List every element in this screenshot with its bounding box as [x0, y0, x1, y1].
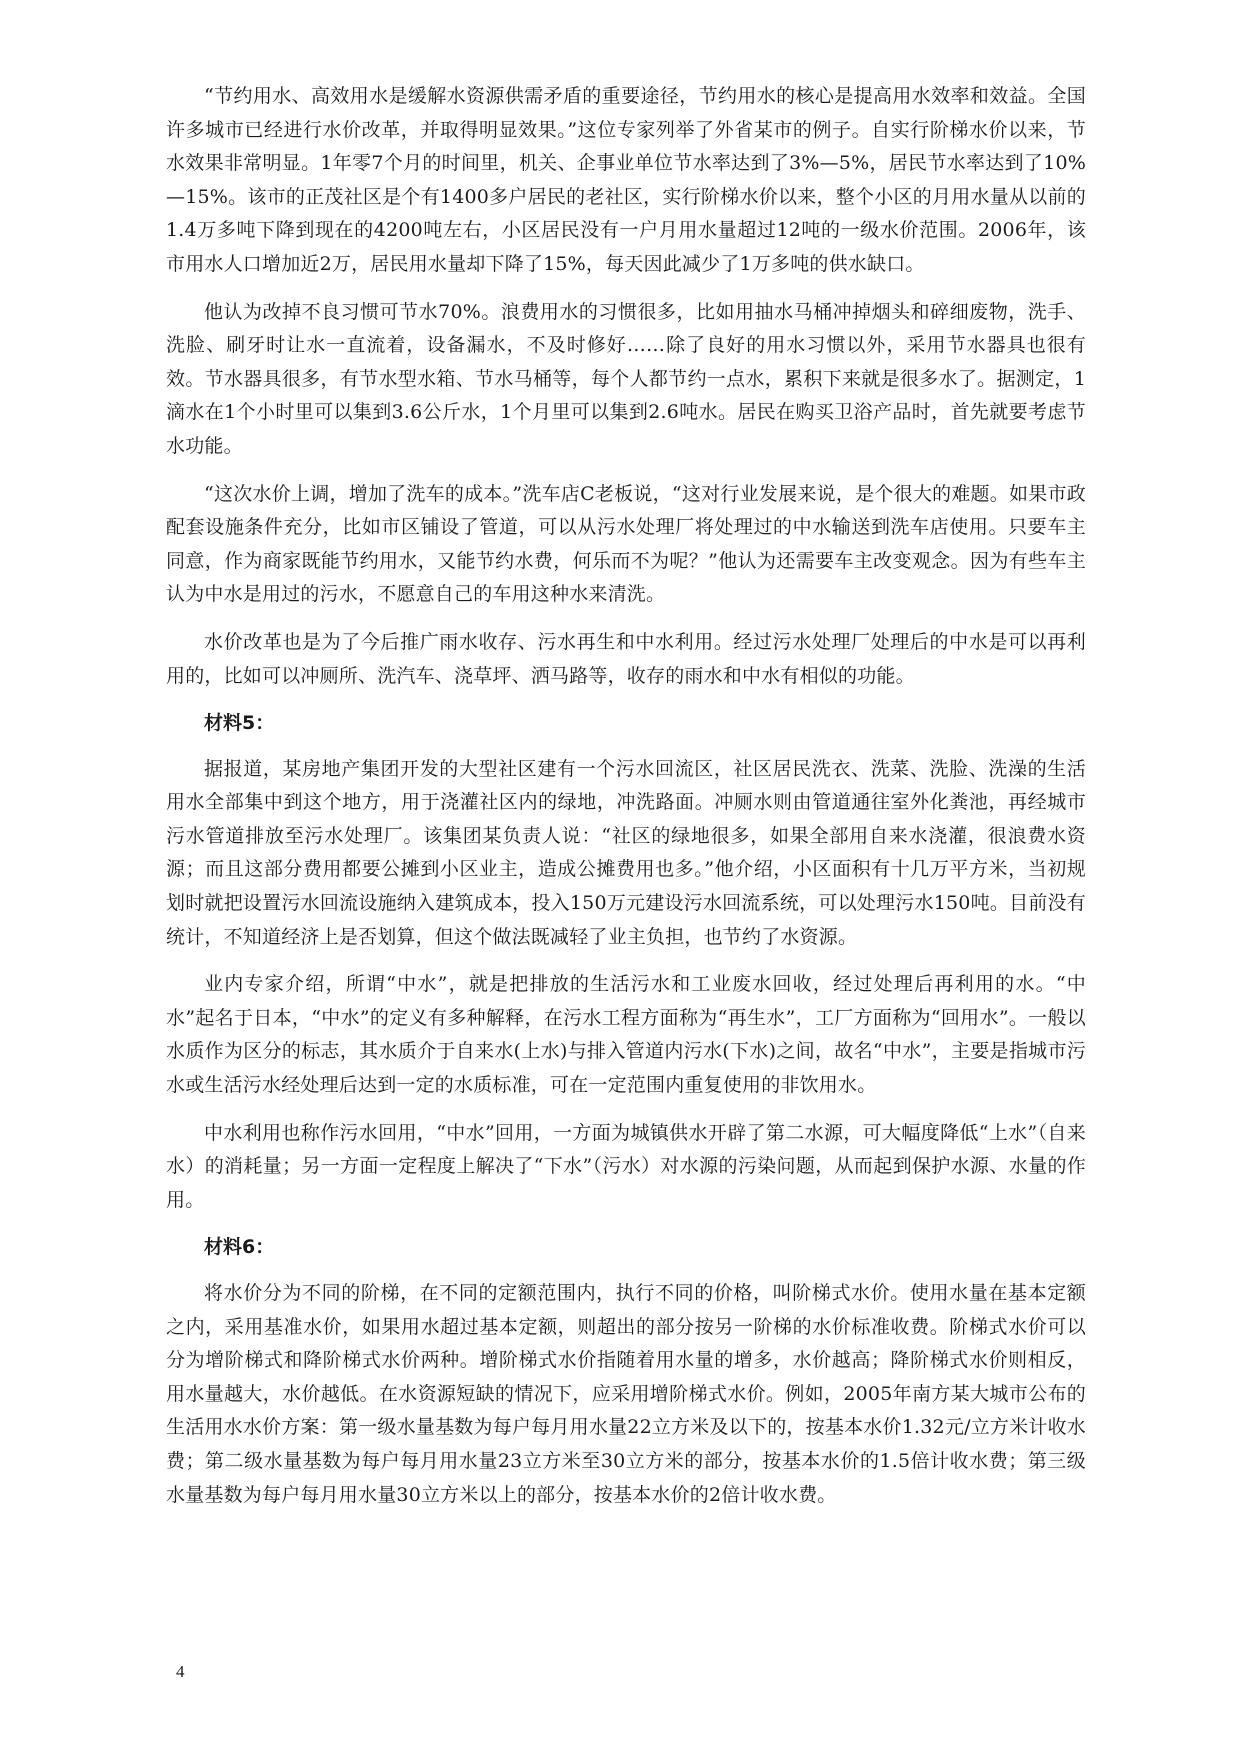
paragraph-tiered-pricing: 将水价分为不同的阶梯，在不同的定额范围内，执行不同的价格，叫阶梯式水价。使用水量在基本定额之内，采用基准水价，如果用水超过基本定额，则超出的部分按另一阶梯的水价标准收费。阶梯式水价可以分为增阶梯式和降阶梯式水价两种。增阶梯式水价指随着用水量的增多，水价越高；降阶梯式水价则相反，用水量越大，水价越低。在水资源短缺的情况下，应采用增阶梯式水价。例如，2005年南方某大城市公布的生活用水水价方案：第一级水量基数为每户每月用水量22立方米及以下的，按基本水价1.32元/立方米计收水费；第二级水量基数为每户每月用水量23立方米至30立方米的部分，按基本水价的1.5倍计收水费；第三级水量基数为每户每月用水量30立方米以上的部分，按基本水价的2倍计收水费。	[166, 1282, 1086, 1506]
material-5-heading: 材料5：	[204, 712, 275, 735]
paragraph-sewage-backflow: 据报道，某房地产集团开发的大型社区建有一个污水回流区，社区居民洗衣、洗菜、洗脸、洗澡的生活用水全部集中到这个地方，用于浇灌社区内的绿地，冲洗路面。冲厕水则由管道通往室外化粪池，再经城市污水管道排放至污水处理厂。该集团某负责人说：“社区的绿地很多，如果全部用自来水浇灌，很浪费水资源；而且这部分费用都要公摊到小区业主，造成公摊费用也多。”他介绍，小区面积有十几万平方米，当初规划时就把设置污水回流设施纳入建筑成本，投入150万元建设污水回流系统，可以处理污水150吨。目前没有统计，不知道经济上是否划算，但这个做法既减轻了业主负担，也节约了水资源。	[166, 757, 1086, 948]
paragraph-expert-quote: “节约用水、高效用水是缓解水资源供需矛盾的重要途径，节约用水的核心是提高用水效率和效益。全国许多城市已经进行水价改革，并取得明显效果。”这位专家列举了外省某市的例子。自实行阶梯水价以来，节水效果非常明显。1年零7个月的时间里，机关、企事业单位节水率达到了3%—5%，居民节水率达到了10%—15%。该市的正茂社区是个有1400多户居民的老社区，实行阶梯水价以来，整个小区的月用水量从以前的1.4万多吨下降到现在的4200吨左右，小区居民没有一户月用水量超过12吨的一级水价范围。2006年，该市用水人口增加近2万，居民用水量却下降了15%，每天因此减少了1万多吨的供水缺口。	[166, 85, 1086, 275]
paragraph-zhongshui-reuse: 中水利用也称作污水回用，“中水”回用，一方面为城镇供水开辟了第二水源，可大幅度降低“上水”（自来水）的消耗量；另一方面一定程度上解决了“下水”（污水）对水源的污染问题，从而起到保护水源、水量的作用。	[166, 1121, 1086, 1211]
page-number: 4	[176, 1662, 185, 1681]
paragraph-zhongshui-definition: 业内专家介绍，所谓“中水”，就是把排放的生活污水和工业废水回收，经过处理后再利用的水。“中水”起名于日本，“中水”的定义有多种解释，在污水工程方面称为“再生水”，工厂方面称为“回用水”。一般以水质作为区分的标志，其水质介于自来水(上水)与排入管道内污水(下水)之间，故名“中水”，主要是指城市污水或生活污水经处理后达到一定的水质标准，可在一定范围内重复使用的非饮用水。	[166, 973, 1086, 1097]
material-6-heading: 材料6：	[204, 1236, 275, 1259]
document-page	[166, 80, 1086, 1526]
paragraph-water-price-reform: 水价改革也是为了今后推广雨水收存、污水再生和中水利用。经过污水处理厂处理后的中水是可以再利用的，比如可以冲厕所、洗汽车、浇草坪、洒马路等，收存的雨水和中水有相似的功能。	[166, 630, 1086, 687]
paragraph-car-wash: “这次水价上调，增加了洗车的成本。”洗车店C老板说，“这对行业发展来说，是个很大的难题。如果市政配套设施条件充分，比如市区铺设了管道，可以从污水处理厂将处理过的中水输送到洗车店使用。只要车主同意，作为商家既能节约用水，又能节约水费，何乐而不为呢？”他认为还需要车主改变观念。因为有些车主认为中水是用过的污水，不愿意自己的车用这种水来清洗。	[166, 482, 1086, 606]
paragraph-bad-habits: 他认为改掉不良习惯可节水70%。浪费用水的习惯很多，比如用抽水马桶冲掉烟头和碎细废物，洗手、洗脸、刷牙时让水一直流着，设备漏水，不及时修好……除了良好的用水习惯以外，采用节水器具也很有效。节水器具很多，有节水型水箱、节水马桶等，每个人都节约一点水，累积下来就是很多水了。据测定，1滴水在1个小时里可以集到3.6公斤水，1个月里可以集到2.6吨水。居民在购买卫浴产品时，首先就要考虑节水功能。	[166, 300, 1086, 457]
